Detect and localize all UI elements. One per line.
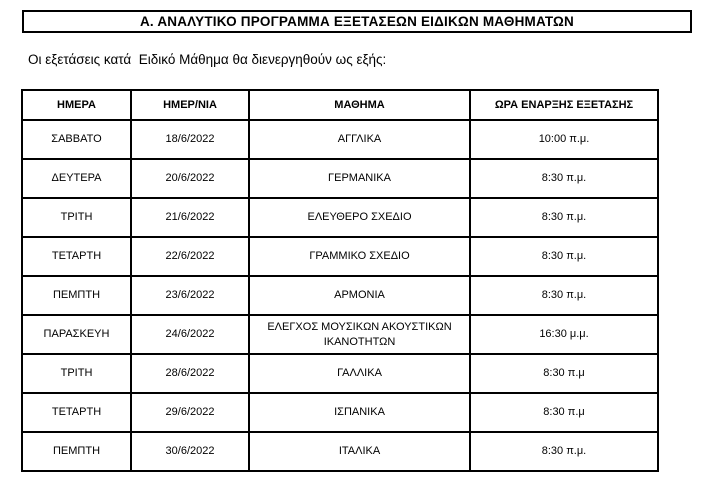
header-date: ΗΜΕΡ/ΝΙΑ (131, 90, 249, 120)
cell-subject: ΓΡΑΜΜΙΚΟ ΣΧΕΔΙΟ (249, 237, 470, 276)
cell-time: 10:00 π.μ. (470, 120, 658, 159)
table-row (22, 237, 658, 276)
cell-subject: ΕΛΕΥΘΕΡΟ ΣΧΕΔΙΟ (249, 198, 470, 237)
cell-day: ΤΡΙΤΗ (22, 354, 131, 393)
cell-date: 29/6/2022 (131, 393, 249, 432)
cell-subject: ΙΤΑΛΙΚΑ (249, 432, 470, 471)
table-row (22, 120, 658, 159)
table-row (22, 315, 658, 354)
intro-sentence: Οι εξετάσεις κατά Ειδικό Μάθημα θα διενεργηθούν ως εξής: (28, 52, 387, 67)
table-row (22, 198, 658, 237)
header-day: ΗΜΕΡΑ (22, 90, 131, 120)
exam-schedule-table (21, 89, 659, 472)
table-row (22, 354, 658, 393)
table-row (22, 393, 658, 432)
cell-date: 20/6/2022 (131, 159, 249, 198)
cell-day: ΤΕΤΑΡΤΗ (22, 393, 131, 432)
cell-subject: ΕΛΕΓΧΟΣ ΜΟΥΣΙΚΩΝ ΑΚΟΥΣΤΙΚΩΝ ΙΚΑΝΟΤΗΤΩΝ (249, 315, 470, 354)
cell-day: ΠΕΜΠΤΗ (22, 276, 131, 315)
cell-day: ΤΡΙΤΗ (22, 198, 131, 237)
cell-day: ΤΕΤΑΡΤΗ (22, 237, 131, 276)
document-title: Α. ΑΝΑΛΥΤΙΚΟ ΠΡΟΓΡΑΜΜΑ ΕΞΕΤΑΣΕΩΝ ΕΙΔΙΚΩΝ ΜΑΘΗΜΑΤΩΝ (22, 10, 692, 33)
cell-subject: ΑΡΜΟΝΙΑ (249, 276, 470, 315)
cell-date: 18/6/2022 (131, 120, 249, 159)
header-subject: ΜΑΘΗΜΑ (249, 90, 470, 120)
cell-day: ΔΕΥΤΕΡΑ (22, 159, 131, 198)
cell-date: 30/6/2022 (131, 432, 249, 471)
cell-day: ΠΑΡΑΣΚΕΥΗ (22, 315, 131, 354)
header-time: ΩΡΑ ΕΝΑΡΞΗΣ ΕΞΕΤΑΣΗΣ (470, 90, 658, 120)
cell-time: 8:30 π.μ. (470, 432, 658, 471)
cell-time: 8:30 π.μ (470, 354, 658, 393)
cell-subject: ΑΓΓΛΙΚΑ (249, 120, 470, 159)
cell-day: ΠΕΜΠΤΗ (22, 432, 131, 471)
cell-day: ΣΑΒΒΑΤΟ (22, 120, 131, 159)
cell-time: 8:30 π.μ. (470, 159, 658, 198)
cell-time: 16:30 μ.μ. (470, 315, 658, 354)
cell-time: 8:30 π.μ. (470, 198, 658, 237)
table-row (22, 432, 658, 471)
table-row (22, 159, 658, 198)
cell-date: 22/6/2022 (131, 237, 249, 276)
table-row (22, 276, 658, 315)
cell-subject: ΓΑΛΛΙΚΑ (249, 354, 470, 393)
cell-date: 28/6/2022 (131, 354, 249, 393)
cell-time: 8:30 π.μ (470, 393, 658, 432)
cell-time: 8:30 π.μ. (470, 276, 658, 315)
cell-date: 23/6/2022 (131, 276, 249, 315)
table-header-row (22, 90, 658, 120)
cell-date: 24/6/2022 (131, 315, 249, 354)
cell-date: 21/6/2022 (131, 198, 249, 237)
cell-time: 8:30 π.μ. (470, 237, 658, 276)
cell-subject: ΙΣΠΑΝΙΚΑ (249, 393, 470, 432)
cell-subject: ΓΕΡΜΑΝΙΚΑ (249, 159, 470, 198)
